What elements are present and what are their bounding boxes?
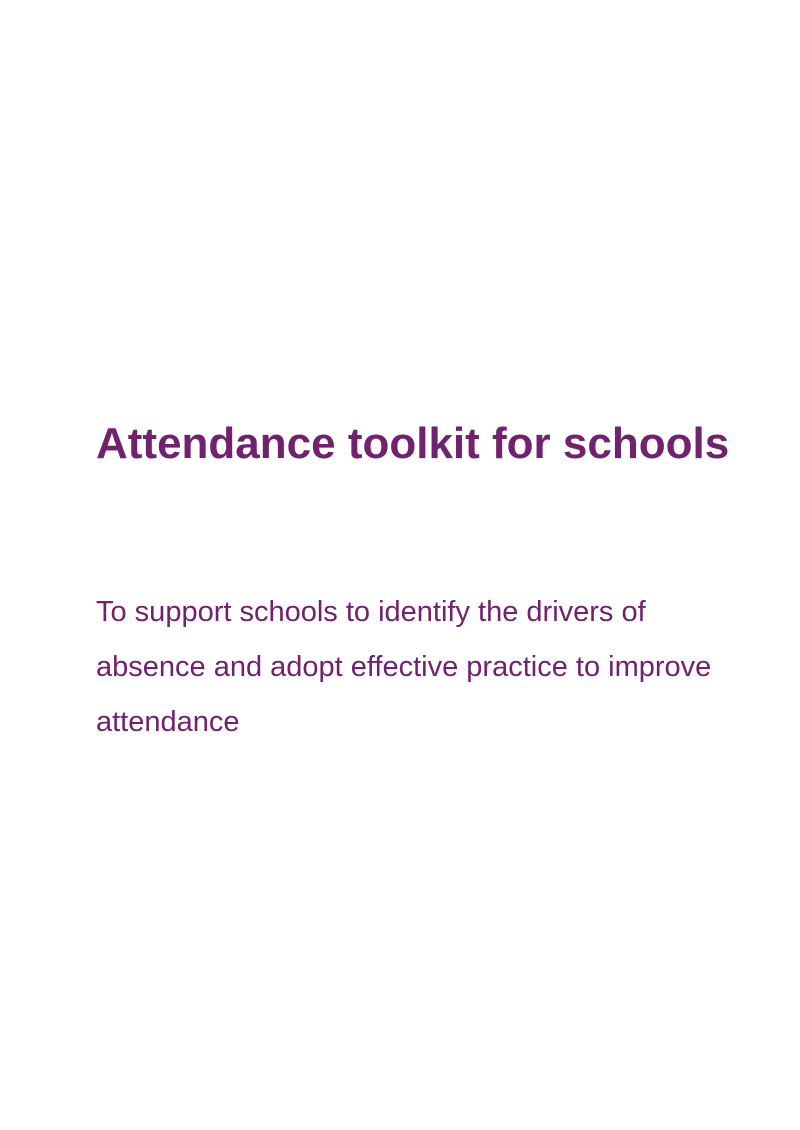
document-title: Attendance toolkit for schools: [96, 419, 730, 468]
document-subtitle: To support schools to identify the drivers of absence and adopt effective practice to improve attendance: [96, 596, 712, 738]
